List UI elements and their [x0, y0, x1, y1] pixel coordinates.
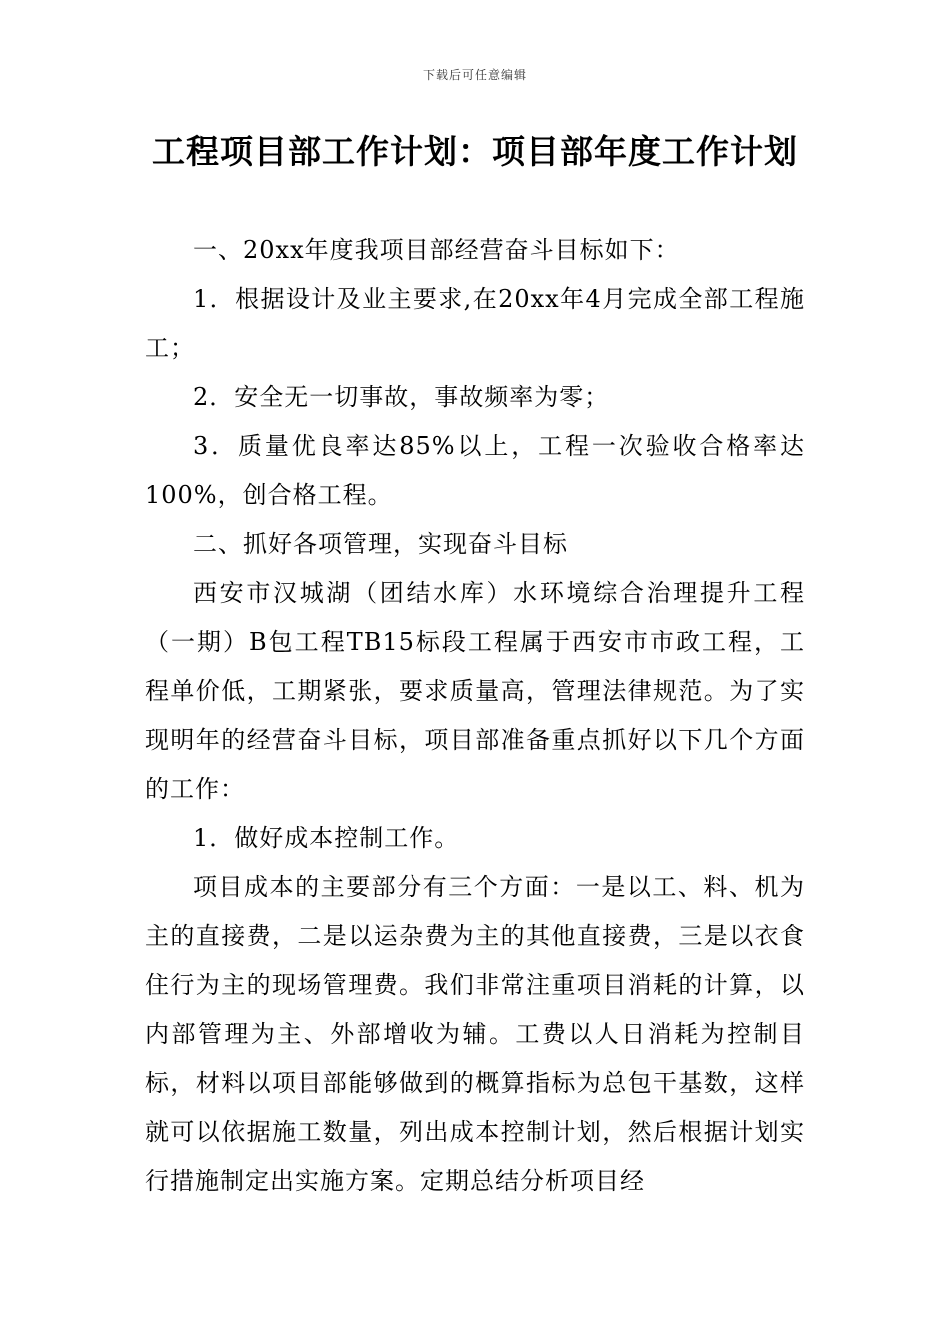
paragraph-goal-1: 1．根据设计及业主要求,在20xx年4月完成全部工程施工；	[145, 285, 805, 362]
document-body	[145, 226, 805, 1206]
paragraph-goal-2: 2．安全无一切事故，事故频率为零；	[193, 383, 610, 411]
paragraph-cost-details: 项目成本的主要部分有三个方面：一是以工、料、机为主的直接费，二是以运杂费为主的其他直接费，三是以衣食住行为主的现场管理费。我们非常注重项目消耗的计算，以内部管理为主、外部增收为辅。工费以人日消耗为控制目标，材料以项目部能够做到的概算指标为总包干基数，这样就可以依据施工数量，列出成本控制计划，然后根据计划实行措施制定出实施方案。定期总结分析项目经	[145, 873, 805, 1195]
paragraph-management-heading: 二、抓好各项管理，实现奋斗目标	[193, 530, 568, 558]
paragraph-annual-goals-heading: 一、20xx年度我项目部经营奋斗目标如下：	[193, 236, 680, 264]
paragraph-goal-3: 3．质量优良率达85%以上，工程一次验收合格率达100%，创合格工程。	[145, 432, 805, 509]
paragraph-cost-control-heading: 1．做好成本控制工作。	[193, 824, 460, 852]
paragraph-project-intro: 西安市汉城湖（团结水库）水环境综合治理提升工程（一期）B包工程TB15标段工程属于西安市市政工程，工程单价低，工期紧张，要求质量高，管理法律规范。为了实现明年的经营奋斗目标，项目部准备重点抓好以下几个方面的工作：	[145, 579, 805, 803]
document-title: 工程项目部工作计划：项目部年度工作计划	[152, 132, 798, 171]
header-note: 下载后可任意编辑	[422, 68, 527, 82]
